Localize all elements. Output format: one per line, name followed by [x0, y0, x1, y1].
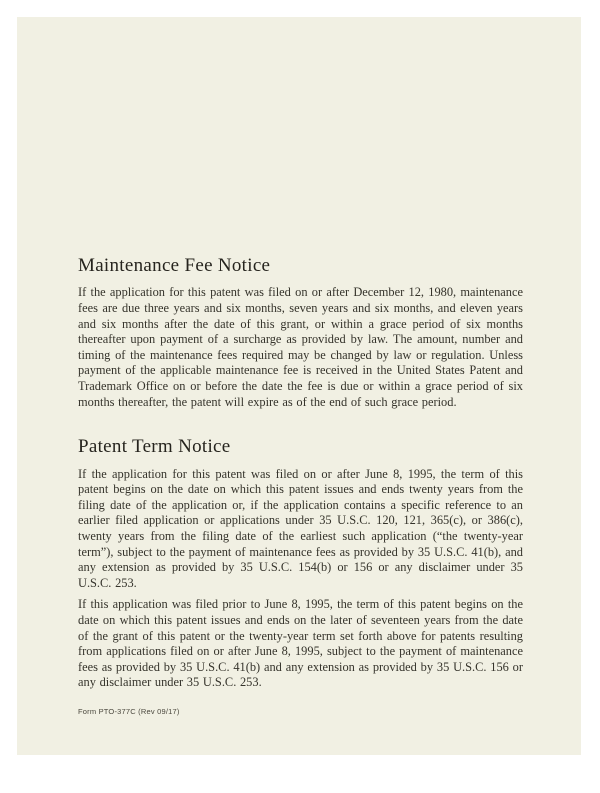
section-patent-term-notice: [78, 436, 523, 691]
patent-term-paragraph-post-1995: If the application for this patent was filed on or after June 8, 1995, the term of this patent begins on the date on which this patent issues and ends twenty years from the filing date of the application or, if the application contains a specific reference to an earlier filed application or applications under 35 U.S.C. 120, 121, 365(c), or 386(c), twenty years from the filing date of the earliest such application (“the twenty-year term”), subject to the payment of maintenance fees as provided by 35 U.S.C. 41(b), and any extension as provided by 35 U.S.C. 154(b) or 156 or any disclaimer under 35 U.S.C. 253.: [78, 466, 523, 590]
document-page: [17, 17, 581, 755]
patent-term-paragraph-pre-1995: If this application was filed prior to June 8, 1995, the term of this patent begins on the date on which this patent issues and ends on the later of seventeen years from the date of the grant of this patent or the twenty-year term set forth above for patents resulting from applications filed on or after June 8, 1995, subject to the payment of maintenance fees as provided by 35 U.S.C. 41(b) and any extension as provided by 35 U.S.C. 156 or any disclaimer under 35 U.S.C. 253.: [78, 597, 523, 690]
form-number: Form PTO-377C (Rev 09/17): [78, 707, 180, 716]
document-content: [17, 17, 581, 691]
section-maintenance-fee-notice: [78, 255, 523, 410]
patent-term-notice-heading: Patent Term Notice: [78, 436, 231, 458]
maintenance-fee-paragraph: If the application for this patent was filed on or after December 12, 1980, maintenance fees are due three years and six months, seven years and six months, and eleven years and six months after the date of this grant, or within a grace period of six months thereafter upon payment of a surcharge as provided by law. The amount, number and timing of the maintenance fees required may be changed by law or regulation. Unless payment of the applicable maintenance fee is received in the United States Patent and Trademark Office on or before the date the fee is due or within a grace period of six months thereafter, the patent will expire as of the end of such grace period.: [78, 285, 523, 409]
maintenance-fee-notice-heading: Maintenance Fee Notice: [78, 255, 271, 276]
